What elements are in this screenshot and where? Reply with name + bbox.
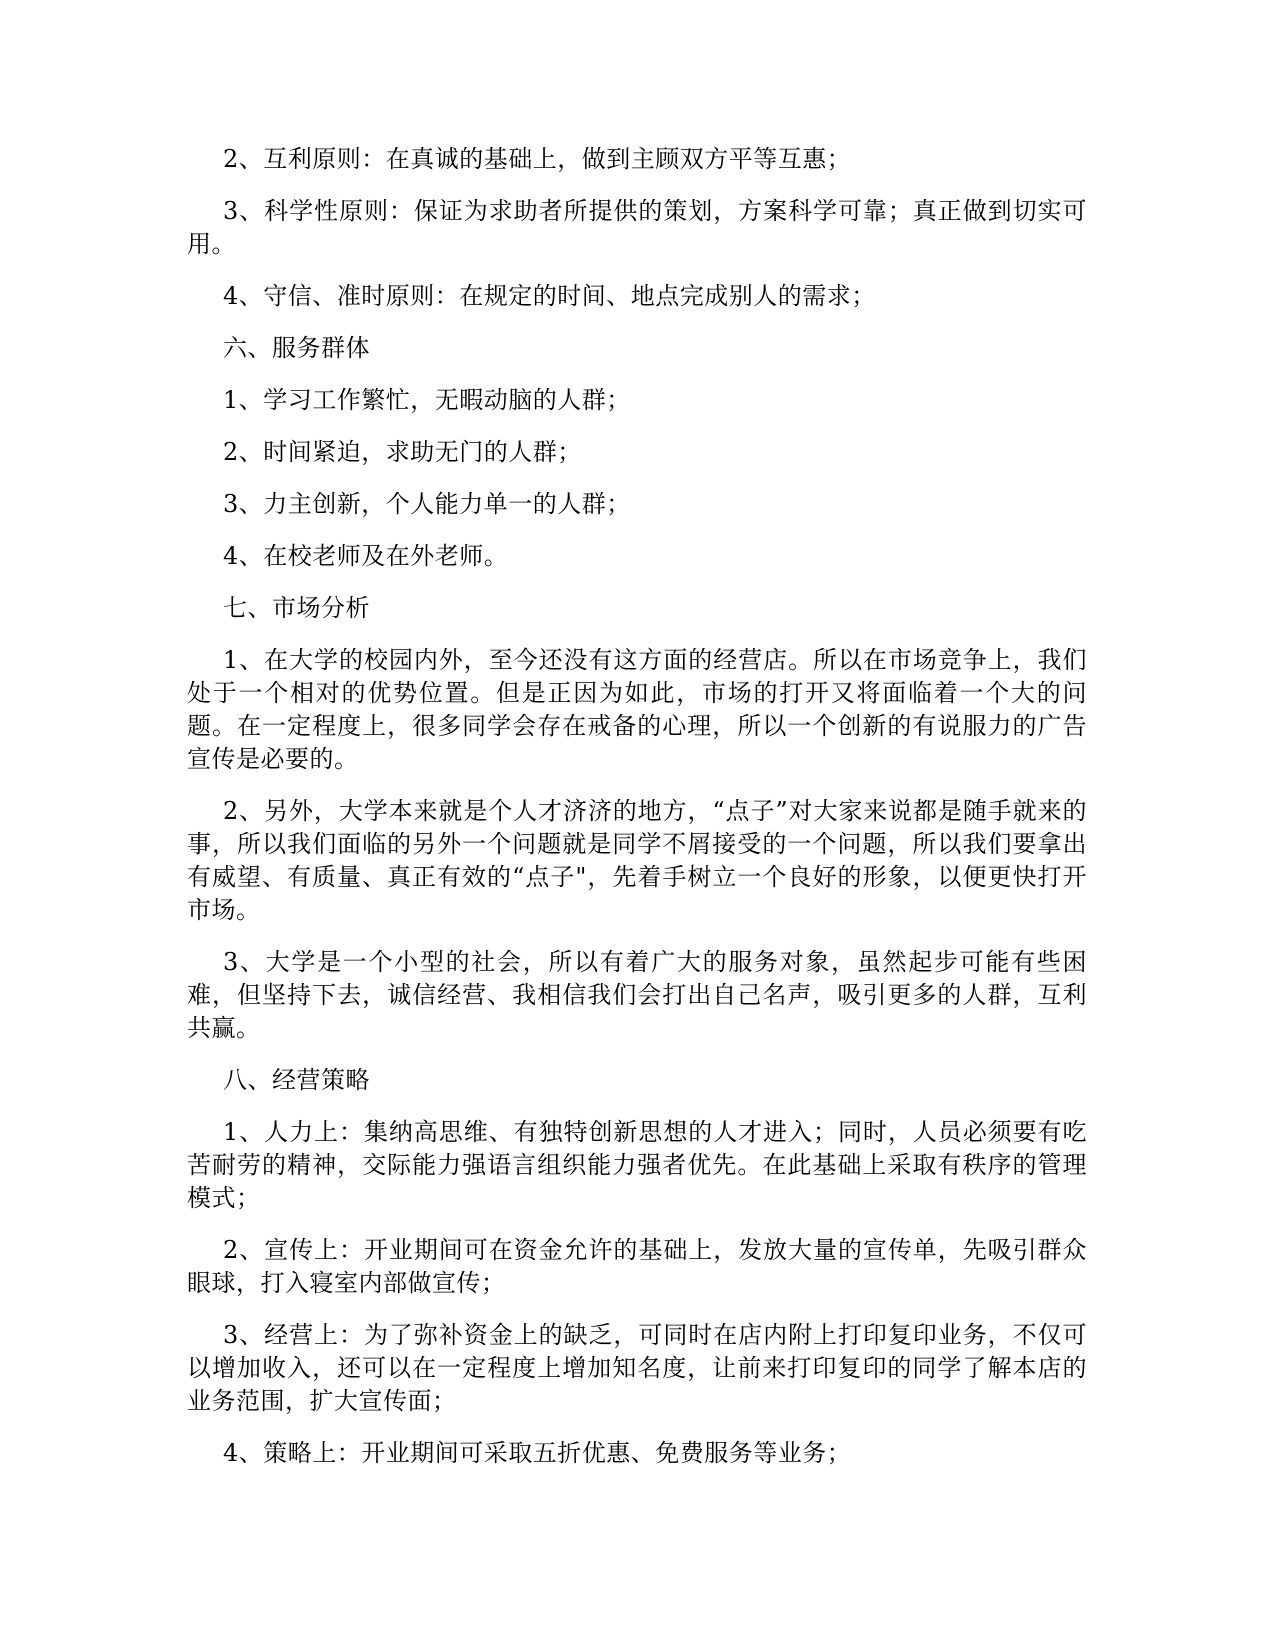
- market-analysis-item: 2、另外，大学本来就是个人才济济的地方，“点子”对大家来说都是随手就来的事，所以我们面临的另外一个问题就是同学不屑接受的一个问题，所以我们要拿出有威望、有质量、真正有效的“点子"，先着手树立一个良好的形象，以便更快打开市场。: [187, 797, 1087, 924]
- service-group-item: 4、在校老师及在外老师。: [223, 542, 509, 570]
- section-heading-service-groups: 六、服务群体: [223, 334, 370, 362]
- section-heading-market-analysis: 七、市场分析: [223, 594, 370, 622]
- market-analysis-item: 1、在大学的校园内外，至今还没有这方面的经营店。所以在市场竞争上，我们处于一个相对的优势位置。但是正因为如此，市场的打开又将面临着一个大的问题。在一定程度上，很多同学会存在戒备的心理，所以一个创新的有说服力的广告宣传是必要的。: [187, 646, 1087, 773]
- strategy-item: 2、宣传上：开业期间可在资金允许的基础上，发放大量的宣传单，先吸引群众眼球，打入寝室内部做宣传；: [187, 1236, 1087, 1297]
- section-heading-business-strategy: 八、经营策略: [223, 1066, 370, 1094]
- principle-mutual-benefit: 2、互利原则：在真诚的基础上，做到主顾双方平等互惠；: [223, 145, 852, 173]
- strategy-item: 3、经营上：为了弥补资金上的缺乏，可同时在店内附上打印复印业务，不仅可以增加收入，还可以在一定程度上增加知名度，让前来打印复印的同学了解本店的业务范围，扩大宣传面；: [187, 1321, 1087, 1415]
- strategy-item: 1、人力上：集纳高思维、有独特创新思想的人才进入；同时，人员必须要有吃苦耐劳的精神，交际能力强语言组织能力强者优先。在此基础上采取有秩序的管理模式；: [187, 1118, 1087, 1212]
- strategy-item: 4、策略上：开业期间可采取五折优惠、免费服务等业务；: [223, 1439, 852, 1467]
- service-group-item: 2、时间紧迫，求助无门的人群；: [223, 438, 582, 466]
- principle-punctual: 4、守信、准时原则：在规定的时间、地点完成别人的需求；: [223, 282, 876, 310]
- document-body: [187, 143, 1087, 1489]
- service-group-item: 1、学习工作繁忙，无暇动脑的人群；: [223, 386, 631, 414]
- service-group-item: 3、力主创新，个人能力单一的人群；: [223, 490, 631, 518]
- market-analysis-item: 3、大学是一个小型的社会，所以有着广大的服务对象，虽然起步可能有些困难，但坚持下去，诚信经营、我相信我们会打出自己名声，吸引更多的人群，互利共赢。: [187, 948, 1087, 1042]
- principle-scientific: 3、科学性原则：保证为求助者所提供的策划，方案科学可靠；真正做到切实可用。: [187, 197, 1087, 258]
